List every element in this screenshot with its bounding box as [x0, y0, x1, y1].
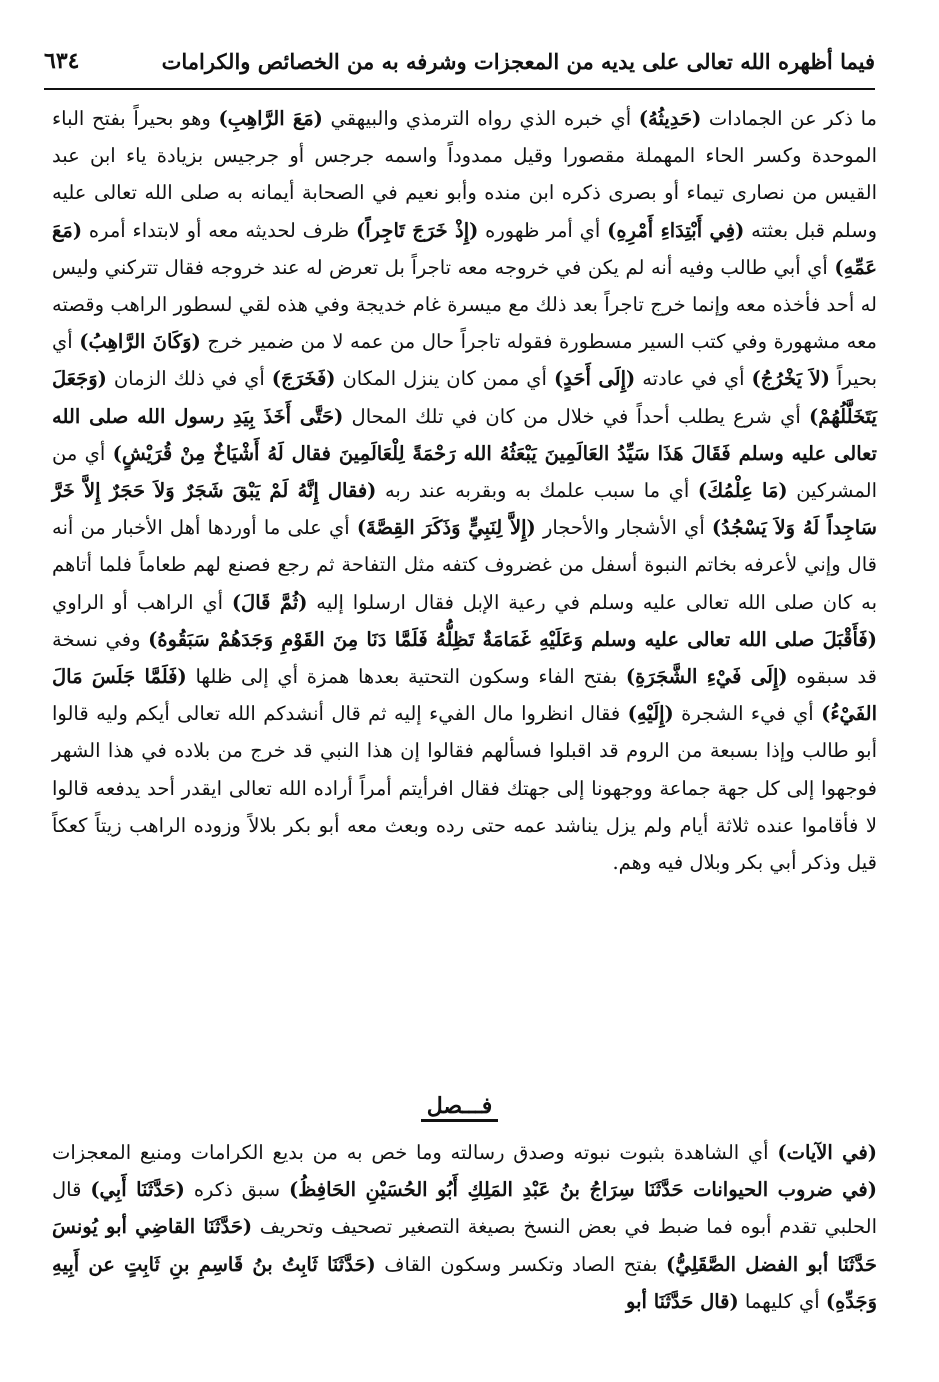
- quoted-source-text: (فِي أَبْتِدَاءِ أَمْرِهِ): [607, 218, 745, 242]
- quoted-source-text: (مَعَ الرَّاهِبِ): [218, 107, 323, 130]
- quoted-source-text: (حَتَّى أَخَذَ بِيَدِ رسول الله صلى الله تعالى عليه وسلم فَقَالَ هَذَا سَيِّدُ العَالَمِينَ يَبْعَثُهُ الله رَحْمَةً لِلْعَالَمِينَ فقال لَهُ أَشْيَاخٌ مِنْ قُرَيْشٍ): [52, 404, 877, 465]
- quoted-source-text: (لاَ يَخْرُجُ): [751, 367, 830, 391]
- commentary-text: أي بحيراً: [52, 330, 877, 391]
- quoted-source-text: (حَدَّثَنَا ثَابِتُ بنُ قَاسِمِ بنِ ثَابِتٍ عن أَبِيهِ وَجَدِّهِ): [52, 1252, 877, 1313]
- paragraph-text: [52, 1134, 877, 1320]
- commentary-paragraph-1: [52, 100, 877, 881]
- quoted-source-text: (في ضروب الحيوانات حَدَّثَنَا سِرَاجُ بنُ عَبْدِ المَلِكِ أَبُو الحُسَيْنِ الحَافِظُ): [289, 1178, 877, 1202]
- header-rule: [44, 88, 875, 90]
- quoted-source-text: (فَأَقْبَلَ صلى الله تعالى عليه وسلم وَعَلَيْهِ غَمَامَةٌ تَظِلُّهُ فَلَمَّا دَنَا مِنَ القَوْمِ وَجَدَهُمْ سَبَقُوهُ): [148, 627, 877, 651]
- quoted-source-text: (قال حَدَّثَنَا أبو: [626, 1289, 739, 1313]
- quoted-source-text: (فَلَمَّا جَلَسَ مَالَ الفَيْءُ): [52, 665, 877, 726]
- commentary-text: أي فيء الشجرة: [673, 702, 822, 726]
- quoted-source-text: (وَجَعَلَ يَتَخَلَّلُهُمْ): [52, 367, 877, 428]
- commentary-text: أي شرع يطلب أحداً في خلال من كان في تلك المحال: [343, 404, 809, 428]
- commentary-text: سبق ذكره: [184, 1178, 290, 1202]
- quoted-source-text: (إِذْ خَرَجَ تَاجِراً): [356, 218, 479, 242]
- section-heading: [44, 1093, 875, 1122]
- quoted-source-text: (مَا عِلْمُكَ): [697, 479, 788, 503]
- commentary-text: أي خبره الذي رواه الترمذي والبيهقي: [322, 107, 639, 130]
- quoted-source-text: (مَعَ عَمِّهِ): [52, 218, 877, 279]
- running-header: [44, 40, 875, 82]
- quoted-source-text: (فقال إِنَّهُ لَمْ يَبْقَ شَجَرٌ وَلاَ حَجَرٌ إِلاَّ خَرَّ سَاجِداً لَهُ وَلاَ يَسْجُدُ): [52, 479, 877, 540]
- section-heading-text: فـــصل: [421, 1093, 499, 1122]
- commentary-paragraph-2: [52, 1134, 877, 1320]
- commentary-text: أي في ذلك الزمان: [106, 367, 272, 391]
- quoted-source-text: (إِلَى فَيْءِ الشَّجَرَةِ): [625, 665, 788, 689]
- commentary-text: أي على ما أوردها أهل الأخبار من أنه قال وإني لأعرفه بخاتم النبوة أسفل من غضروف كتفه مثل التفاحة ثم رجع فصنع لهم طعاماً فلما أتاهم به كان صلى الله تعالى عليه وسلم في رعية الإبل فقال ارسلوا إليه: [52, 516, 878, 614]
- quoted-source-text: (إِلَى أَحَدٍ): [553, 367, 636, 391]
- quoted-source-text: (في الآيات): [777, 1141, 877, 1164]
- commentary-text: ظرف لحديثه معه أو لابتداء أمره: [82, 218, 356, 242]
- quoted-source-text: (إِلَيْهِ): [627, 702, 674, 726]
- commentary-text: أي الشاهدة بثبوت نبوته وصدق رسالته وما خص به من بديع الكرامات ومنيع المعجزات: [52, 1141, 778, 1164]
- quoted-source-text: (حَدَّثَنَا القاضِي أبو يُونسَ حَدَّثَنَا أبو الفضل الصَّقَلِيُّ): [52, 1215, 877, 1276]
- commentary-text: أي الراهب أو الراوي: [52, 590, 232, 614]
- quoted-source-text: (إِلاَّ لِنَبِيٍّ وَذَكَرَ القِصَّةَ): [356, 516, 536, 540]
- commentary-text: أي كليهما: [738, 1289, 826, 1313]
- commentary-text: أي أبي طالب وفيه أنه لم يكن في خروجه معه تاجراً بل تعرض له عند خروجه فقال تتركني وليس له أحد فأخذه معه وإنما خرج تاجراً بعد ذلك مع ميسرة غام خديجة وفي هذه لقي لسطور الراهب وقصته معه مشهورة وفي كتب السير مسطورة فقوله تاجراً حال من عمه لا من ضمير خرج: [52, 255, 877, 354]
- quoted-source-text: (فَخَرَجَ): [271, 367, 336, 391]
- commentary-text: وهو بحيراً بفتح الباء الموحدة وكسر الحاء المهملة مقصورا وقيل ممدوداً واسمه جرجس أو جرجيس بزيادة ياء ابن عبد القيس من نصارى تيماء أو بصرى ذكره ابن منده وأبو نعيم في الصحابة أيمانه به صلى الله تعالى عليه وسلم قبل بعثته: [52, 107, 877, 242]
- commentary-text: أي ممن كان ينزل المكان: [335, 367, 554, 391]
- paragraph-text: [52, 100, 877, 881]
- commentary-text: ما ذكر عن الجمادات: [701, 107, 877, 130]
- commentary-text: قال الحلبي تقدم أبوه فما ضبط في بعض النسخ بصيغة التصغير تصحيف وتحريف: [52, 1178, 877, 1239]
- commentary-text: بفتح الفاء وسكون التحتية بعدها همزة أي إلى ظلها: [186, 665, 626, 689]
- quoted-source-text: (حَدَّثَنَا أَبِي): [90, 1178, 185, 1202]
- commentary-text: أي في عادته: [635, 367, 752, 391]
- commentary-text: أي ما سبب علمك به وبقربه عند ربه: [376, 479, 698, 503]
- quoted-source-text: (وَكَانَ الرَّاهِبُ): [79, 330, 201, 354]
- running-title: فيما أظهره الله تعالى على يديه من المعجزات وشرفه به من الخصائص والكرامات: [161, 48, 875, 74]
- quoted-source-text: (حَدِيثُهُ): [638, 107, 702, 130]
- quoted-source-text: (ثُمَّ قَالَ): [231, 590, 308, 614]
- commentary-text: أي من المشركين: [52, 441, 877, 503]
- commentary-text: بفتح الصاد وتكسر وسكون القاف: [375, 1252, 666, 1276]
- page-number: ٦٣٤: [44, 48, 80, 74]
- commentary-text: أي الأشجار والأحجار: [535, 516, 712, 540]
- commentary-text: فقال انظروا مال الفيء إليه ثم قال أنشدكم الله تعالى أيكم وليه قالوا أبو طالب وإذا بسبعة من الروم قد اقبلوا فسألهم فقالوا إن هذا النبي قد خرج من بلاده في هذا الشهر فوجهوا إلى كل جهة جماعة ووجهونا إلى جهتك فقال افرأيتم أمراً أراده الله تعالى ايقدر أحد يدفعه قالوا لا فأقاموا عنده ثلاثة أيام ولم يزل يناشد عمه حتى رده وبعث معه أبو بكر بلالاً وزوده الراهب زيتاً كعكاً قيل وذكر أبي بكر وبلال فيه وهم.: [52, 702, 877, 875]
- commentary-text: وفي نسخة قد سبقوه: [52, 627, 877, 689]
- commentary-text: أي أمر ظهوره: [478, 218, 608, 242]
